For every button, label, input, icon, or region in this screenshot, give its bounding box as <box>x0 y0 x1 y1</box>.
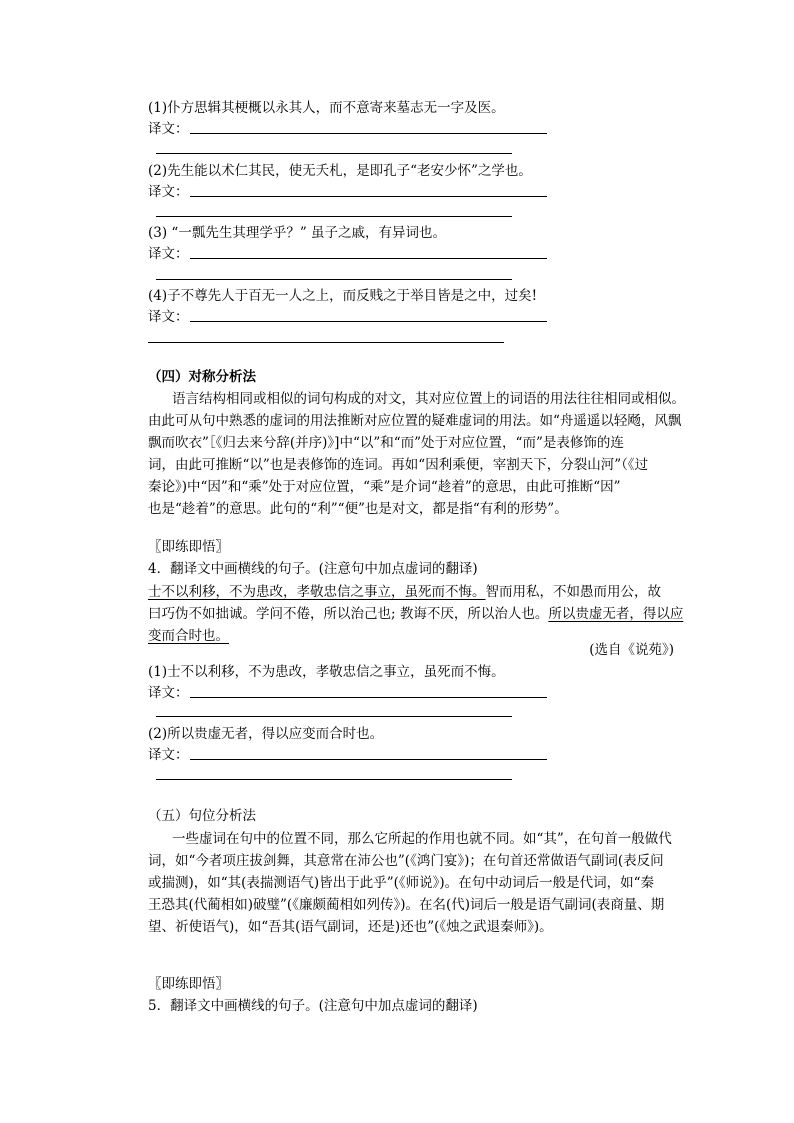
answer-line[interactable] <box>190 133 547 134</box>
paragraph-line: 也是“趁着”的意思。此句的“利”“便”也是对文，都是指“有利的形势”。 <box>148 501 568 517</box>
paragraph-line: 语言结构相同或相似的词句构成的对文，其对应位置上的词语的用法往往相同或相似。 <box>172 391 685 407</box>
passage-text: 曰巧伪不如拙诚。学问不倦，所以治己也; 教诲不厌，所以治人也。 <box>148 606 549 622</box>
source-citation: (选自《说苑》) <box>589 642 674 658</box>
answer-line[interactable] <box>190 697 547 698</box>
question-4: (4)子不尊先人于百无一人之上，而反贱之于举目皆是之中，过矣! <box>148 288 538 304</box>
section-heading: （四）对称分析法 <box>148 369 256 385</box>
paragraph-line: 王恐其(代蔺相如)破璧”(《廉颇蔺相如列传》)。在名(代)词后一般是语气副词(表商量、期 <box>148 897 665 913</box>
underlined-sentence: 士不以利移，不为患改，孝敬忠信之事立，虽死而不悔。 <box>148 584 486 600</box>
paragraph-line: 望、祈使语气)，如“吾其(语气副词，还是)还也”(《烛之武退秦师》)。 <box>148 919 553 935</box>
answer-line[interactable] <box>190 258 547 259</box>
question-2: (2)所以贵虚无者，得以应变而合时也。 <box>148 726 384 742</box>
answer-line[interactable] <box>156 716 512 717</box>
task-instruction: 4．翻译文中画横线的句子。(注意句中加点虚词的翻译) <box>148 561 478 577</box>
question-2: (2)先生能以术仁其民，使无夭札，是即孔子“老安少怀”之学也。 <box>148 163 532 179</box>
paragraph-line: 由此可从句中熟悉的虚词的用法推断对应位置的疑难虚词的用法。如“舟遥遥以轻飏，风飘 <box>148 413 682 429</box>
translation-label: 译文： <box>148 121 189 137</box>
paragraph-line: 秦论》)中“因”和“乘”处于对应位置，“乘”是介词“趁着”的意思，由此可推断“因” <box>148 479 621 495</box>
paragraph-line: 一些虚词在句中的位置不同，那么它所起的作用也就不同。如“其”，在句首一般做代 <box>172 831 672 847</box>
translation-label: 译文： <box>148 685 189 701</box>
answer-line[interactable] <box>190 196 547 197</box>
practice-label: 〖即练即悟〗 <box>148 539 229 555</box>
passage-line <box>148 604 683 624</box>
passage-line <box>148 582 661 602</box>
paragraph-line: 飘而吹衣”［《归去来兮辞(并序)》]中“以”和“而”处于对应位置，“而”是表修饰的连 <box>148 435 624 451</box>
passage-text: 智而用私，不如愚而用公，故 <box>485 584 661 600</box>
answer-line[interactable] <box>156 279 512 280</box>
question-1: (1)士不以利移，不为患改，孝敬忠信之事立，虽死而不悔。 <box>148 664 505 680</box>
practice-label: 〖即练即悟〗 <box>148 976 229 992</box>
paragraph-line: 词，由此可推断“以”也是表修饰的连词。再如“因利乘便，宰割天下，分裂山河”（《过 <box>148 457 649 473</box>
translation-label: 译文： <box>148 184 189 200</box>
question-1: (1)仆方思辑其梗概以永其人，而不意寄来墓志无一字及医。 <box>148 100 505 116</box>
underlined-sentence: 所以贵虚无者，得以应 <box>548 606 684 622</box>
answer-line[interactable] <box>148 342 504 343</box>
translation-label: 译文： <box>148 246 189 262</box>
translation-label: 译文： <box>148 747 189 763</box>
passage-line <box>148 626 229 646</box>
section-heading: （五）句位分析法 <box>148 808 256 824</box>
answer-line[interactable] <box>190 759 547 760</box>
underlined-sentence: 变而合时也。 <box>148 628 229 644</box>
translation-label: 译文： <box>148 309 189 325</box>
answer-line[interactable] <box>156 216 512 217</box>
paragraph-line: 词，如“今者项庄拔剑舞，其意常在沛公也”(《鸿门宴》)；在句首还常做语气副词(表反问 <box>148 853 664 869</box>
task-instruction: 5．翻译文中画横线的句子。(注意句中加点虚词的翻译) <box>148 998 478 1014</box>
answer-line[interactable] <box>156 779 512 780</box>
answer-line[interactable] <box>156 153 512 154</box>
answer-line[interactable] <box>190 321 547 322</box>
paragraph-line: 或揣测)，如“其(表揣测语气)皆出于此乎”(《师说》)。在句中动词后一般是代词，如“秦 <box>148 875 655 891</box>
question-3: (3) “一瓢先生其理学乎？” 虽子之戚，有异词也。 <box>148 225 447 241</box>
